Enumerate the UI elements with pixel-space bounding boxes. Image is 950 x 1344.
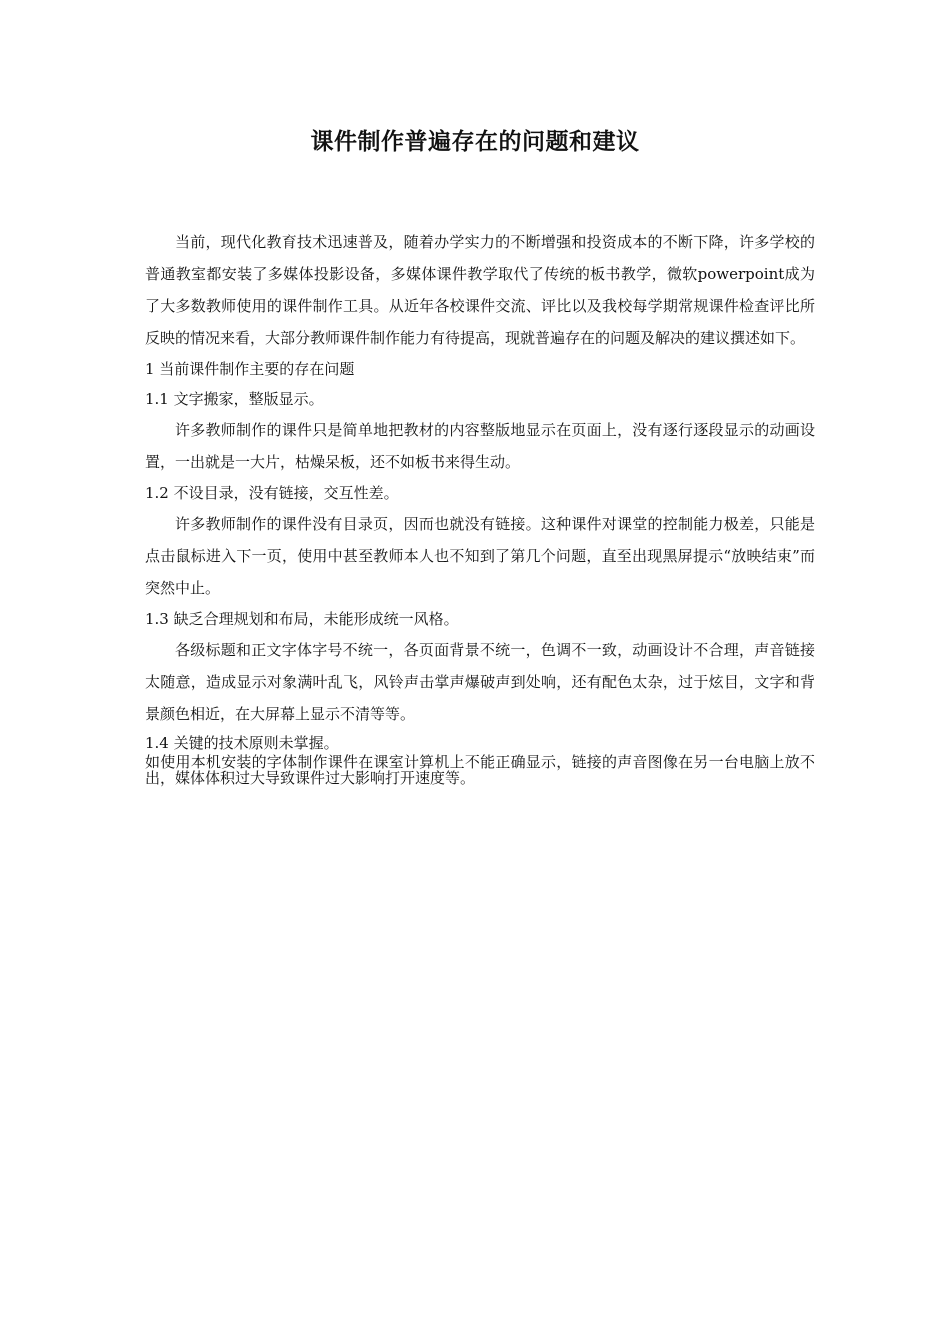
document-body	[145, 226, 815, 786]
section-1-4-heading: 1.4 关键的技术原则未掌握。	[145, 734, 339, 752]
section-1-2-paragraph: 许多教师制作的课件没有目录页，因而也就没有链接。这种课件对课堂的控制能力极差，只能是点击鼠标进入下一页，使用中甚至教师本人也不知到了第几个问题，直至出现黑屏提示“放映结束”而突然中止。	[145, 515, 815, 597]
section-1-1-heading: 1.1 文字搬家，整版显示。	[145, 390, 324, 408]
section-1-3-paragraph: 各级标题和正文字体字号不统一，各页面背景不统一，色调不一致，动画设计不合理，声音链接太随意，造成显示对象满叶乱飞，风铃声击掌声爆破声到处响，还有配色太杂，过于炫目，文字和背景颜色相近，在大屏幕上显示不清等等。	[145, 641, 815, 723]
section-1-4-paragraph: 如使用本机安装的字体制作课件在课室计算机上不能正确显示，链接的声音图像在另一台电脑上放不出，媒体体积过大导致课件过大影响打开速度等。	[145, 753, 815, 787]
section-1-heading: 1 当前课件制作主要的存在问题	[145, 360, 355, 378]
intro-paragraph: 当前，现代化教育技术迅速普及，随着办学实力的不断增强和投资成本的不断下降，许多学校的普通教室都安装了多媒体投影设备，多媒体课件教学取代了传统的板书教学，微软powerpoint成为了大多数教师使用的课件制作工具。从近年各校课件交流、评比以及我校每学期常规课件检查评比所反映的情况来看，大部分教师课件制作能力有待提高，现就普遍存在的问题及解决的建议撰述如下。	[145, 233, 815, 347]
section-1-3-heading: 1.3 缺乏合理规划和布局，未能形成统一风格。	[145, 610, 459, 628]
section-1-2-heading: 1.2 不设目录，没有链接，交互性差。	[145, 484, 399, 502]
document-title: 课件制作普遍存在的问题和建议	[310, 129, 640, 155]
section-1-1-paragraph: 许多教师制作的课件只是简单地把教材的内容整版地显示在页面上，没有逐行逐段显示的动画设置，一出就是一大片，枯燥呆板，还不如板书来得生动。	[145, 421, 815, 471]
